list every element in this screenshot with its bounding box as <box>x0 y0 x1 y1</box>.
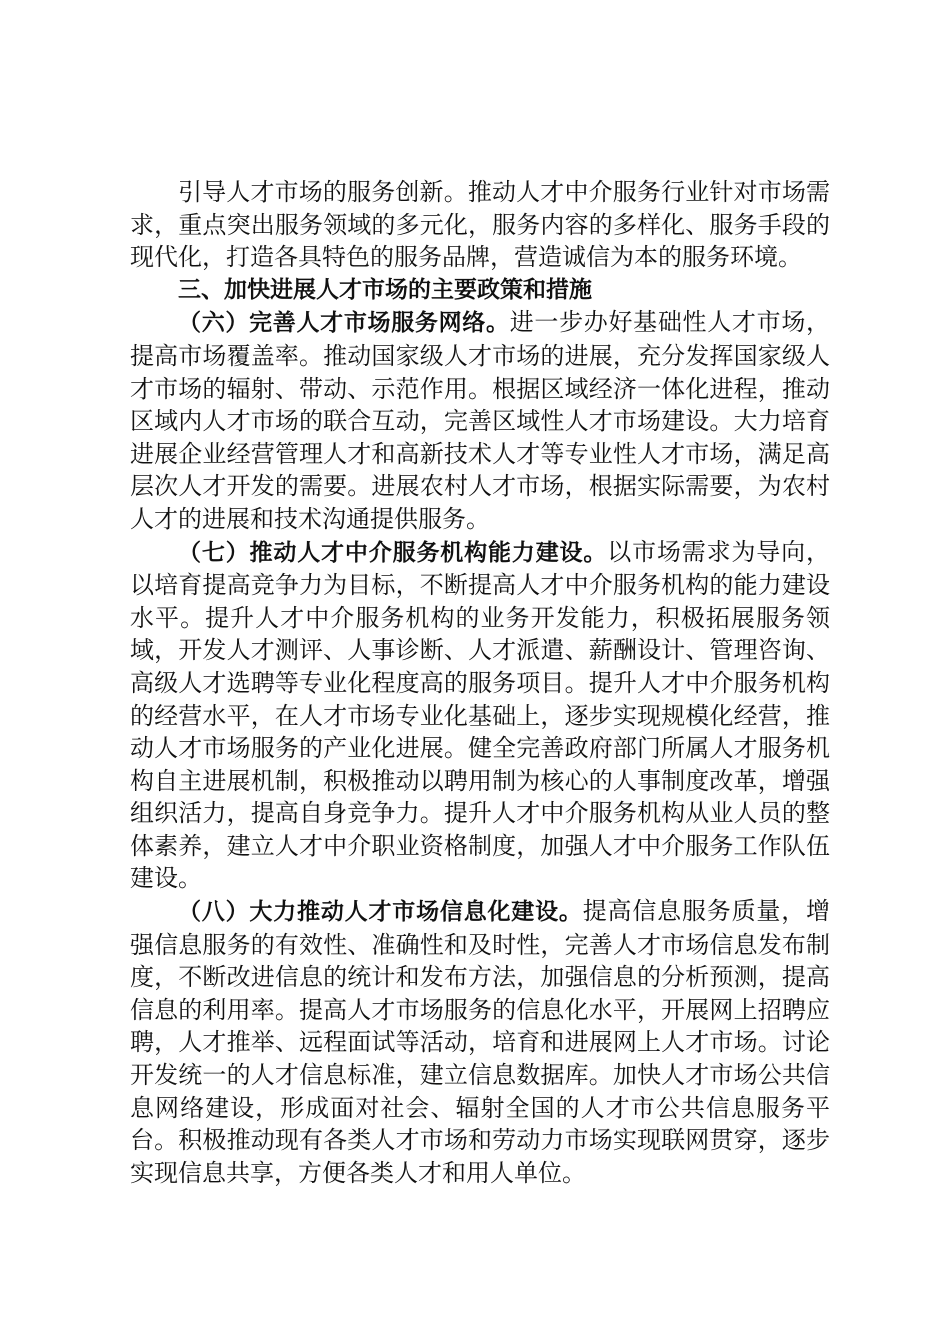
item-8-heading: （八）大力推动人才市场信息化建设。 <box>178 899 583 926</box>
paragraph-item-6 <box>130 306 830 535</box>
item-7-heading: （七）推动人才中介服务机构能力建设。 <box>178 539 608 566</box>
paragraph-item-8 <box>130 895 830 1189</box>
section-heading: 三、加快进展人才市场的主要政策和措施 <box>178 276 592 303</box>
item-8-body: 提高信息服务质量，增强信息服务的有效性、准确性和及时性，完善人才市场信息发布制度，不断改进信息的统计和发布方法，加强信息的分析预测，提高信息的利用率。提高人才市场服务的信息化水平，开展网上招聘应聘，人才推举、远程面试等活动，培育和进展网上人才市场。讨论开发统一的人才信息标准，建立信息数据库。加快人才市场公共信息网络建设，形成面对社会、辐射全国的人才市公共信息服务平台。积极推动现有各类人才市场和劳动力市场实现联网贯穿，逐步实现信息共享，方便各类人才和用人单位。 <box>130 897 831 1187</box>
item-6-body: 进一步办好基础性人才市场，提高市场覆盖率。推动国家级人才市场的进展，充分发挥国家级人才市场的辐射、带动、示范作用。根据区域经济一体化进程，推动区域内人才市场的联合互动，完善区域性人才市场建设。大力培育进展企业经营管理人才和高新技术人才等专业性人才市场，满足高层次人才开发的需要。进展农村人才市场，根据实际需要，为农村人才的进展和技术沟通提供服务。 <box>130 308 831 533</box>
paragraph-item-7 <box>130 536 830 896</box>
paragraph-intro: 引导人才市场的服务创新。推动人才中介服务行业针对市场需求，重点突出服务领域的多元化，服务内容的多样化、服务手段的现代化，打造各具特色的服务品牌，营造诚信为本的服务环境。 <box>130 178 830 272</box>
item-6-heading: （六）完善人才市场服务网络。 <box>178 310 510 337</box>
document-page <box>130 176 830 1189</box>
item-7-body: 以市场需求为导向，以培育提高竞争力为目标，不断提高人才中介服务机构的能力建设水平。提升人才中介服务机构的业务开发能力，积极拓展服务领域，开发人才测评、人事诊断、人才派遣、薪酬设计、管理咨询、高级人才选聘等专业化程度高的服务项目。提升人才中介服务机构的经营水平，在人才市场专业化基础上，逐步实现规模化经营，推动人才市场服务的产业化进展。健全完善政府部门所属人才服务机构自主进展机制，积极推动以聘用制为核心的人事制度改革，增强组织活力，提高自身竞争力。提升人才中介服务机构从业人员的整体素养，建立人才中介职业资格制度，加强人才中介服务工作队伍建设。 <box>130 537 831 893</box>
